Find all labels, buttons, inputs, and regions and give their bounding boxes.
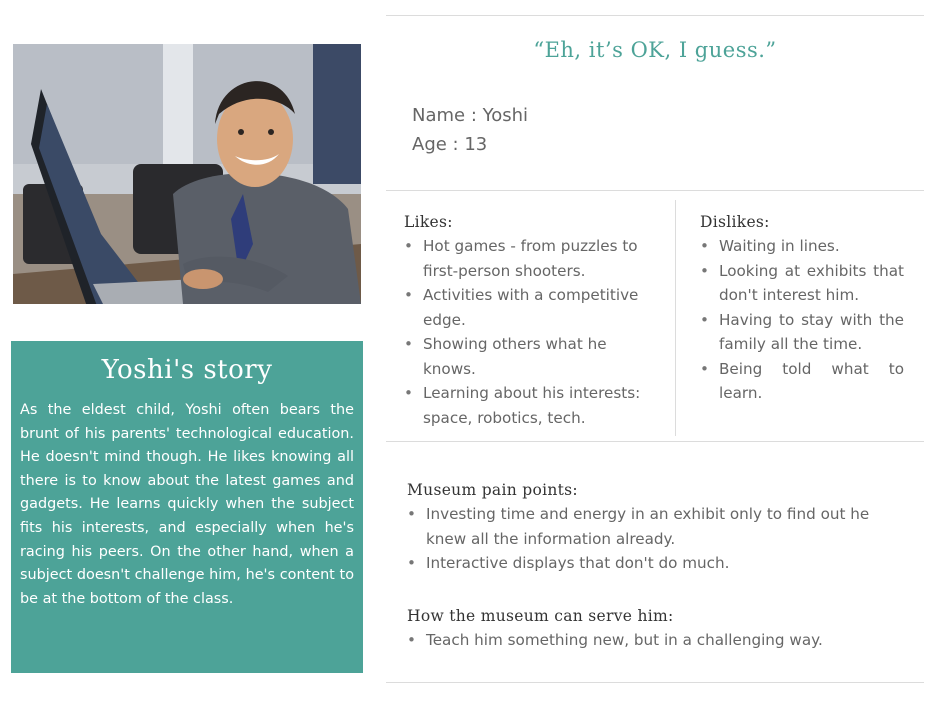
dislikes-title: Dislikes:: [700, 213, 770, 231]
divider-identity: [386, 190, 924, 191]
likes-dislikes-divider: [675, 200, 676, 436]
likes-item: • Showing others what he knows.: [404, 332, 659, 381]
persona-photo: [13, 44, 361, 304]
divider-middle: [386, 441, 924, 442]
story-panel: [11, 341, 363, 673]
divider-top: [386, 15, 924, 16]
serve-title: How the museum can serve him:: [407, 607, 674, 625]
dislikes-item: • Having to stay with the family all the time.: [700, 308, 904, 357]
persona-age: Age : 13: [412, 134, 488, 155]
pain-point-item: • Investing time and energy in an exhibit only to find out he knew all the information already.: [407, 502, 907, 551]
persona-identity: [412, 101, 528, 159]
likes-title: Likes:: [404, 213, 453, 231]
story-title: Yoshi's story: [101, 355, 273, 385]
pain-point-item: • Interactive displays that don't do much.: [407, 551, 907, 576]
likes-item: • Activities with a competitive edge.: [404, 283, 659, 332]
serve-item: • Teach him something new, but in a challenging way.: [407, 628, 907, 653]
persona-name: Name : Yoshi: [412, 105, 529, 126]
likes-item: • Learning about his interests: space, robotics, tech.: [404, 381, 659, 430]
divider-bottom: [386, 682, 924, 683]
likes-item: • Hot games - from puzzles to first-person shooters.: [404, 234, 659, 283]
likes-section: [404, 213, 659, 430]
dislikes-item: • Looking at exhibits that don't interest him.: [700, 259, 904, 308]
dislikes-section: [700, 213, 904, 406]
pain-points-title: Museum pain points:: [407, 481, 578, 499]
serve-section: [407, 607, 907, 653]
persona-photo-image: [13, 44, 361, 304]
persona-quote: “Eh, it’s OK, I guess.”: [533, 38, 777, 62]
pain-points-section: [407, 481, 907, 576]
dislikes-item: • Being told what to learn.: [700, 357, 904, 406]
story-text: As the eldest child, Yoshi often bears the brunt of his parents' technological education. He doesn't mind though. He likes knowing all there is to know about the latest games and gadgets. He learns quickly when the subject fits his interests, and especially when he's racing his peers. On the other hand, when a subject doesn't challenge him, he's content to be at the bottom of the class.: [20, 402, 354, 607]
dislikes-item: • Waiting in lines.: [700, 234, 904, 259]
